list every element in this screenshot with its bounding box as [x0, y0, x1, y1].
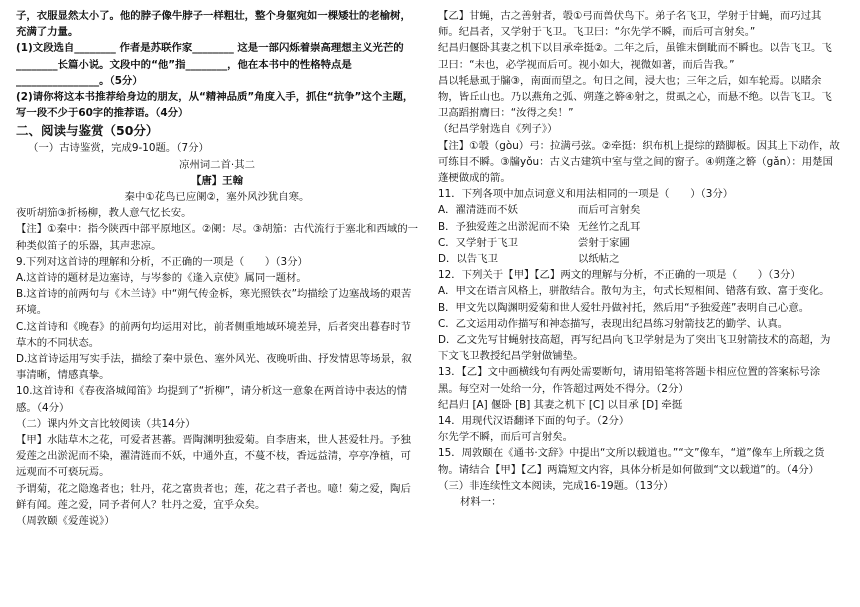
text-yi-source: （纪昌学射选自《列子》） [438, 123, 558, 136]
part-1-header: （一）古诗鉴赏，完成9-10题。（7分） [28, 142, 209, 155]
text-jia-source: （周敦颐《爱莲说》） [16, 515, 115, 528]
question-9-option-c: C.这首诗和《晚春》的前两句均运用对比，前者侧重地域环境差异，后者突出暮春时节草木的不同状态。 [16, 320, 412, 349]
option-right: 尝射于家圃 [578, 236, 630, 249]
text-yi-para-2: 纪昌归偃卧其妻之机下以目承牵挺②。二年之后，虽锥末倒眦而不瞬也。以告飞卫。飞卫曰：“未也，必学视而后可。视小如大，视微如著，而后告我。” [438, 42, 832, 71]
text-yi-para-3: 昌以牦悬虱于牖③，南面而望之。旬日之间，浸大也；三年之后，如车轮焉。以睹余物，皆丘山也。乃以燕角之弧、朔蓬之簳④射之，贯虱之心，而悬不绝。以告飞卫。飞卫高蹈拊膺曰：“汝得之矣！” [438, 74, 832, 120]
left-column [16, 8, 418, 529]
right-column [438, 8, 840, 510]
question-13: 13．【乙】文中画横线句有两处需要断句，请用铅笔将答题卡相应位置的答案标号涂黑。每空对一处给一分，作答超过两处不得分。（2分） [438, 366, 821, 395]
option-right: 而后可言射矣 [578, 204, 641, 217]
question-11-option-b [438, 219, 840, 235]
question-12: 12．下列关于【甲】【乙】两文的理解与分析，不正确的一项是（ ）（3分） [438, 269, 801, 282]
option-left: B．予独爱莲之出淤泥而不染 [438, 220, 570, 233]
question-12-option-a: A．甲文在语言风格上，骈散结合。散句为主，句式长短相间、错落有致、富于变化。 [438, 285, 830, 298]
question-9-option-a: A.这首诗的题材是边塞诗，与岑参的《逢入京使》属同一题材。 [16, 272, 307, 285]
question-11: 11．下列各项中加点词意义和用法相同的一项是（ ）（3分） [438, 188, 734, 201]
question-1: (1)文段选自________ 作者是苏联作家________ 这是一部闪烁着崇高理想主义光芒的________长篇小说。文段中的“他”指________，他在本书中的性格特点是________________。（5分） [16, 42, 404, 87]
question-9-option-b: B.这首诗的前两句与《木兰诗》中“朔气传金柝，寒光照铁衣”均描绘了边塞战场的艰苦环境。 [16, 288, 412, 317]
question-15: 15．周敦颐在《通书·文辞》中提出“文所以载道也。”“文”像车，“道”像车上所载之货物。请结合【甲】【乙】两篇短文内容，具体分析是如何做到“文以载道”的。（4分） [438, 447, 825, 476]
question-9-option-d: D.这首诗运用写实手法，描绘了秦中景色、塞外风光、夜晚听曲、抒发情思等场景，叙事清晰，情感真挚。 [16, 353, 412, 382]
option-left: C．又学射于飞卫 [438, 236, 518, 249]
option-left: A．濯清涟而不妖 [438, 204, 518, 217]
text-yi-notes: 【注】①彀（gòu）弓：拉满弓弦。②牵挺：织布机上提综的踏脚板。因其上下动作，故可练目不瞬。③牖yǒu：古义古建筑中室与堂之间的窗子。④朔蓬之簳（gǎn）：用楚国蓬梗做成的箭。 [438, 139, 840, 185]
question-12-option-c: C．乙文运用动作描写和神态描写，表现出纪昌练习射箭技艺的勤学、认真。 [438, 317, 789, 330]
option-left: D．以告飞卫 [438, 253, 498, 266]
poem-title: 凉州词二首·其二 [178, 158, 256, 171]
text-jia-para-1: 【甲】水陆草木之花，可爱者甚蕃。晋陶渊明独爱菊。自李唐来，世人甚爱牡丹。予独爱莲之出淤泥而不染，濯清涟而不妖，中通外直，不蔓不枝，香远益清，亭亭净植，可远观而不可亵玩焉。 [16, 434, 411, 479]
section-title: 二、阅读与鉴赏（50分） [16, 123, 159, 139]
material-1-label: 材料一： [460, 496, 502, 509]
text-yi-para-1: 【乙】甘蝇，古之善射者，彀①弓而兽伏鸟下。弟子名飞卫，学射于甘蝇，而巧过其师。纪昌者，又学射于飞卫。飞卫曰：“尔先学不瞬，而后可言射矣。” [438, 10, 822, 39]
question-9: 9.下列对这首诗的理解和分析，不正确的一项是（ ）（3分） [16, 255, 308, 268]
part-2-header: （二）课内外文言比较阅读（共14分） [16, 417, 196, 430]
text-jia-para-2: 予谓菊，花之隐逸者也；牡丹，花之富贵者也；莲，花之君子者也。噫！菊之爱，陶后鲜有闻。莲之爱，同予者何人？牡丹之爱，宜乎众矣。 [16, 482, 411, 511]
question-14: 14．用现代汉语翻译下面的句子。（2分） [438, 415, 630, 428]
question-13-sentence: 纪昌归 [A] 偃卧 [B] 其妻之机下 [C] 以目承 [D] 牵挺 [438, 398, 683, 411]
question-10: 10.这首诗和《春夜洛城闻笛》均提到了“折柳”，请分析这一意象在两首诗中表达的情感。（4分） [16, 385, 407, 414]
question-12-option-d: D．乙文先写甘蝇射技高超，再写纪昌向飞卫学射是为了突出飞卫射箭技术的高超，为下文飞卫教授纪昌学射做铺垫。 [438, 334, 831, 363]
option-right: 以纸帖之 [578, 253, 620, 266]
question-11-option-c [438, 235, 840, 251]
poem-notes: 【注】①秦中：指今陕西中部平原地区。②阑：尽。③胡笳：古代流行于塞北和西域的一种类似笛子的乐器，其声悲凉。 [16, 223, 419, 252]
question-11-option-d [438, 251, 840, 267]
poem-line-1: 秦中①花鸟已应阑②，塞外风沙犹自寒。 [124, 191, 310, 204]
question-12-option-b: B．甲文先以陶渊明爱菊和世人爱牡丹做衬托，然后用“予独爱莲”表明自己心意。 [438, 301, 810, 314]
question-11-option-a [438, 202, 840, 218]
question-2: (2)请你将这本书推荐给身边的朋友，从“精神品质”角度入手，抓住“抗争”这个主题，写一段不少于60字的推荐语。（4分） [16, 91, 414, 120]
question-14-sentence: 尔先学不瞬，而后可言射矣。 [438, 431, 574, 444]
poem-author: 【唐】王翰 [191, 174, 243, 187]
part-3-header: （三）非连续性文本阅读，完成16-19题。（13分） [438, 479, 674, 492]
passage-excerpt: 子，衣服显然太小了。他的脖子像牛脖子一样粗壮，整个身躯宛如一棵矮壮的老榆树，充满了力量。 [16, 10, 411, 39]
poem-line-2: 夜听胡笳③折杨柳，教人意气忆长安。 [16, 207, 192, 220]
option-right: 无丝竹之乱耳 [578, 220, 641, 233]
